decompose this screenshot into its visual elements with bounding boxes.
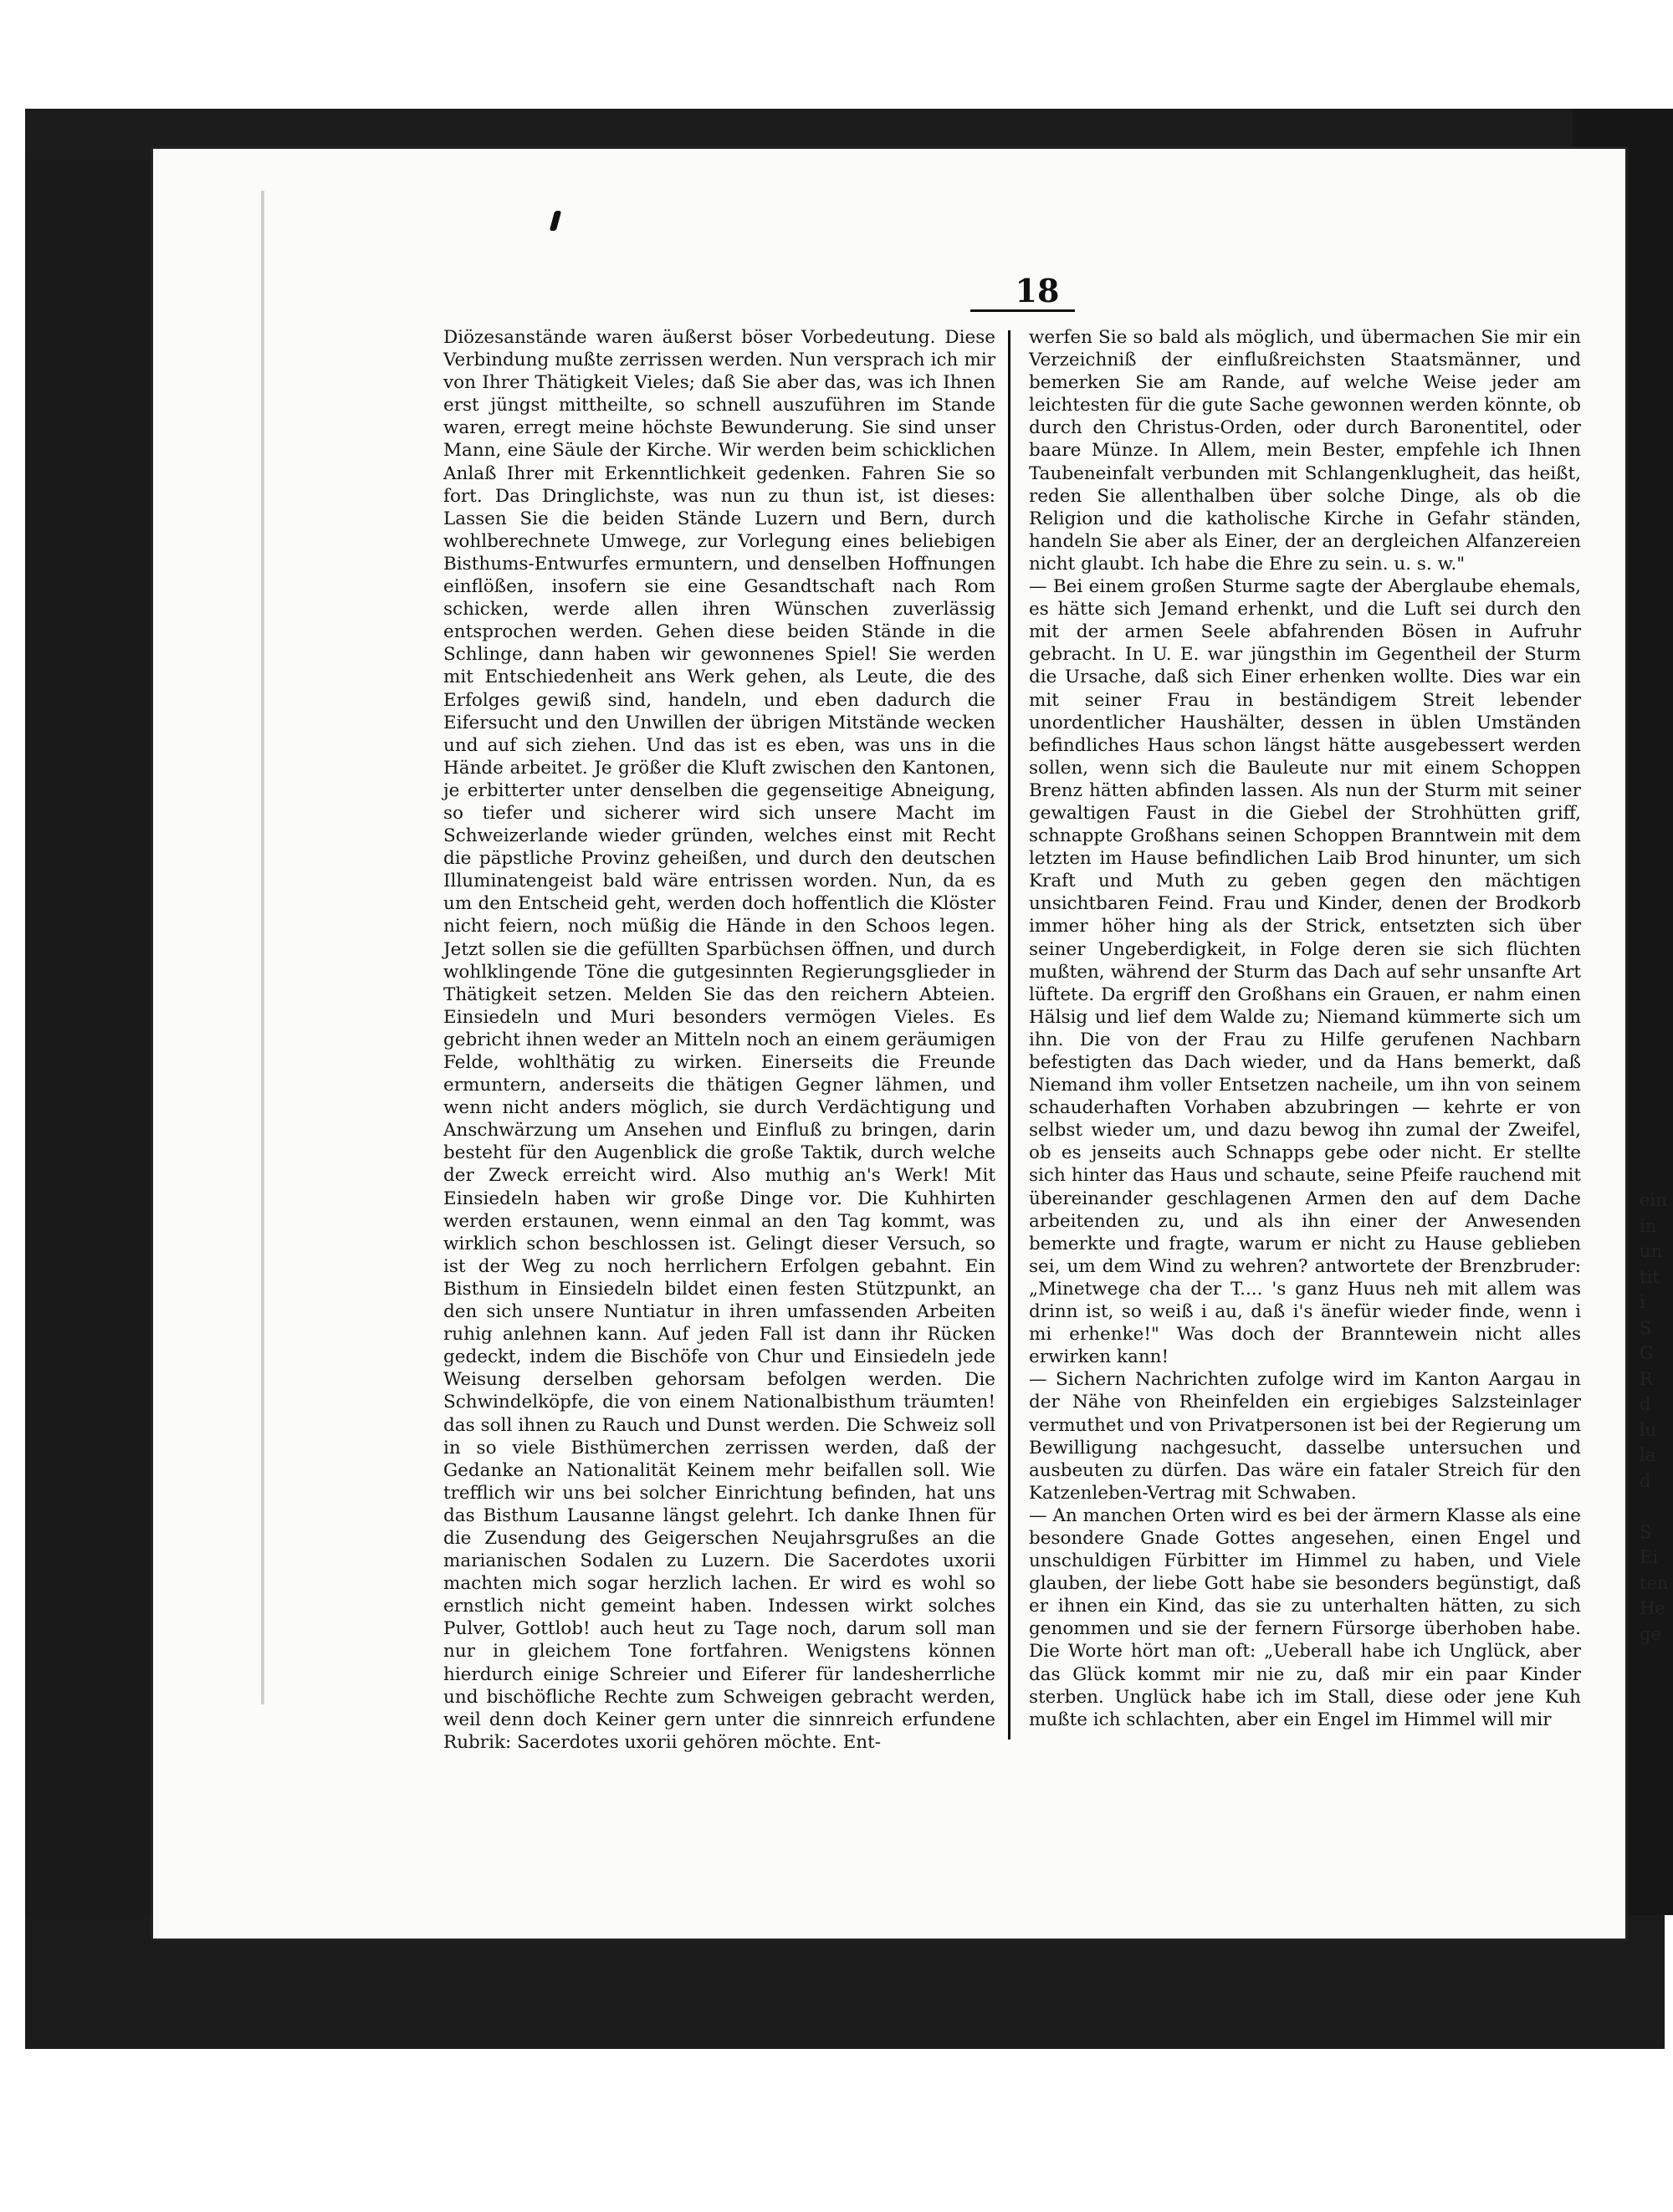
next-page-edge-text: ein in un tit i S G R d lu la d S Ei ten He ge <box>1640 1190 1669 1644</box>
scan-edge-left <box>25 109 159 2049</box>
page-number-rule <box>970 309 1075 312</box>
right-column-paragraph: — An manchen Orten wird es bei der ärmern Klasse als eine besondere Gnade Gottes angesehen, einen Engel und unschuldigen Fürbitter im Himmel zu haben, und Viele glauben, der liebe Gott habe sie besonders begünstigt, daß er ihnen ein Kind, das sie zu unterhalten hätten, zu sich genommen und sie der fernern Fürsorge überhoben habe. Die Worte hört man oft: „Ueberall habe ich Unglück, aber das Glück kommt mir nie zu, daß mir ein paar Kinder sterben. Unglück habe ich im Stall, diese oder jene Kuh mußte ich schlachten, aber ein Engel im Himmel will mir <box>1029 1504 1581 1730</box>
column-divider <box>1008 330 1010 1739</box>
page-number: 18 <box>1015 272 1060 309</box>
left-column-text: Diözesanstände waren äußerst böser Vorbedeutung. Diese Verbindung mußte zerrissen werden. Nun versprach ich mir von Ihrer Thätigkeit Vieles; daß Sie aber das, was ich Ihnen erst jüngst mittheilte, so schnell auszuführen im Stande waren, erregt meine höchste Bewunderung. Sie sind unser Mann, eine Säule der Kirche. Wir werden beim schicklichen Anlaß Ihrer mit Erkenntlichkeit gedenken. Fahren Sie so fort. Das Dringlichste, was nun zu thun ist, ist dieses: Lassen Sie die beiden Stände Luzern und Bern, durch wohlberechnete Umwege, zur Vorlegung eines beliebigen Bisthums-Entwurfes ermuntern, und denselben Hoffnungen einflößen, insofern sie eine Gesandtschaft nach Rom schicken, werde allen ihren Wünschen zuverlässig entsprochen werden. Gehen diese beiden Stände in die Schlinge, dann haben wir gewonnenes Spiel! Sie werden mit Entschiedenheit ans Werk gehen, als Leute, die des Erfolges gewiß sind, handeln, und eben dadurch die Eifersucht und den Unwillen der übrigen Mitstände wecken und auf sich ziehen. Und das ist es eben, was uns in die Hände arbeitet. Je größer die Kluft zwischen den Kantonen, je erbitterter unter denselben die gegenseitige Abneigung, so tiefer und sicherer wird sich unsere Macht im Schweizerlande wieder gründen, welches einst mit Recht die päpstliche Provinz geheißen, und durch den deutschen Illuminatengeist bald wäre entrissen worden. Nun, da es um den Entscheid geht, werden doch hoffentlich die Klöster nicht feiern, noch müßig die Hände in den Schoos legen. Jetzt sollen sie die gefüllten Sparbüchsen öffnen, und durch wohlklingende Töne die gutgesinnten Regierungsglieder in Thätigkeit setzen. Melden Sie das den reichern Abteien. Einsiedeln und Muri besonders vermögen Vieles. Es gebricht ihnen weder an Mitteln noch an einem geräumigen Felde, wohlthätig zu wirken. Einerseits die Freunde ermuntern, anderseits die thätigen Gegner lähmen, und wenn nicht anders möglich, sie durch Verdächtigung und Anschwärzung um Ansehen und Einfluß zu bringen, darin besteht für den Augenblick die große Taktik, durch welche der Zweck erreicht wird. Also muthig an's Werk! Mit Einsiedeln haben wir große Dinge vor. Die Kuhhirten werden erstaunen, wenn einmal an den Tag kommt, was wirklich schon beschlossen ist. Gelingt dieser Versuch, so ist der Weg zu noch herrlichern Erfolgen gebahnt. Ein Bisthum in Einsiedeln bildet einen festen Stützpunkt, an den sich unsere Nuntiatur in ihren umfassenden Arbeiten ruhig anlehnen kann. Auf jeden Fall ist dann ihr Rücken gedeckt, indem die Bischöfe von Chur und Einsiedeln jede Weisung derselben gehorsam befolgen werden. Die Schwindelköpfe, die von einem Nationalbisthum träumten! das soll ihnen zu Rauch und Dunst werden. Die Schweiz soll in so viele Bisthümerchen zerrissen werden, daß der Gedanke an Nationalität Keinem mehr beifallen soll. Wie trefflich wir uns bei solcher Einrichtung befinden, hat uns das Bisthum Lausanne längst gelehrt. Ich danke Ihnen für die Zusendung des Geigerschen Neujahrsgrußes an die marianischen Sodalen zu Luzern. Die Sacerdotes uxorii machten mich sogar herzlich lachen. Er wird es wohl so ernstlich nicht gemeint haben. Indessen wirkt solches Pulver, Gottlob! auch heut zu Tage noch, darum soll man nur in gleichem Tone fortfahren. Wenigstens können hierdurch einige Schreier und Eiferer für landesherrliche und bischöfliche Rechte zum Schweigen gebracht werden, weil denn doch Keiner gern unter die sinnreich erfundene Rubrik: Sacerdotes uxorii gehören möchte. Ent- <box>443 327 995 1753</box>
left-column <box>443 326 995 1753</box>
right-column-paragraph: — Sichern Nachrichten zufolge wird im Kanton Aargau in der Nähe von Rheinfelden ein ergiebiges Salzsteinlager vermuthet und von Privatpersonen ist bei der Regierung um Bewilligung nachgesucht, dasselbe untersuchen und ausbeuten zu dürfen. Das wäre ein fataler Streich für den Katzenleben-Vertrag mit Schwaben. <box>1029 1369 1581 1504</box>
right-column-paragraph: — Bei einem großen Sturme sagte der Aberglaube ehemals, es hätte sich Jemand erhenkt, und die Luft sei durch den mit der armen Seele abfahrenden Bösen in Aufruhr gebracht. In U. E. war jüngsthin im Gegentheil der Sturm die Ursache, daß sich Einer erhenken wollte. Dies war ein mit seiner Frau in beständigem Streit lebender unordentlicher Haushälter, dessen in üblen Umständen befindliches Haus schon längst hätte ausgebessert werden sollen, wenn sich die Bauleute nur mit einem Schoppen Brenz hätten abfinden lassen. Als nun der Sturm mit seiner gewaltigen Faust in die Giebel der Strohhütten griff, schnappte Großhans seinen Schoppen Branntwein mit dem letzten im Hause befindlichen Laib Brod hinunter, um sich Kraft und Muth zu geben gegen den mächtigen unsichtbaren Feind. Frau und Kinder, denen der Brodkorb immer höher hing als der Strick, entsetzten sich über seiner Ungeberdigkeit, in Folge deren sie sich flüchten mußten, während der Sturm das Dach auf sehr unsanfte Art lüftete. Da ergriff den Großhans ein Grauen, er nahm einen Hälsig und lief dem Walde zu; Niemand kümmerte sich um ihn. Die von der Frau zu Hilfe gerufenen Nachbarn befestigten das Dach wieder, und da Hans bemerkt, daß Niemand ihm voller Entsetzen nacheile, um ihn von seinem schauderhaften Vorhaben abzubringen — kehrte er von selbst wieder um, und dazu bewog ihn zumal der Zweifel, ob es jenseits auch Schnapps gebe oder nicht. Er stellte sich hinter das Haus und schaute, seine Pfeife rauchend mit übereinander geschlagenen Armen den auf dem Dache arbeitenden zu, und als ihn einer der Anwesenden bemerkte und fragte, warum er nicht zu Hause geblieben sei, um dem Wind zu wehren? antwortete der Brenzbruder: „Minetwege cha der T.... 's ganz Huus neh mit allem was drinn ist, so weiß i au, daß i's änefür wieder finde, wenn i mi erhenke!" Was doch der Branntewein nicht alles erwirken kann! <box>1029 576 1581 1368</box>
right-column-paragraph: werfen Sie so bald als möglich, und übermachen Sie mir ein Verzeichniß der einflußreichsten Staatsmänner, und bemerken Sie am Rande, auf welche Weise jeder am leichtesten für die gute Sache gewonnen werden könnte, ob durch den Christus-Orden, oder durch Baronentitel, oder baare Münze. In Allem, mein Bester, empfehle ich Ihnen Taubeneinfalt verbunden mit Schlangenklugheit, das heißt, reden Sie allenthalben über solche Dinge, als ob die Religion und die katholische Kirche in Gefahr ständen, handeln Sie aber als Einer, der an dergleichen Alfanzereien nicht glaubt. Ich habe die Ehre zu sein. u. s. w." <box>1029 327 1581 575</box>
right-column <box>1029 326 1581 1739</box>
page-inner-rule <box>261 191 264 1704</box>
